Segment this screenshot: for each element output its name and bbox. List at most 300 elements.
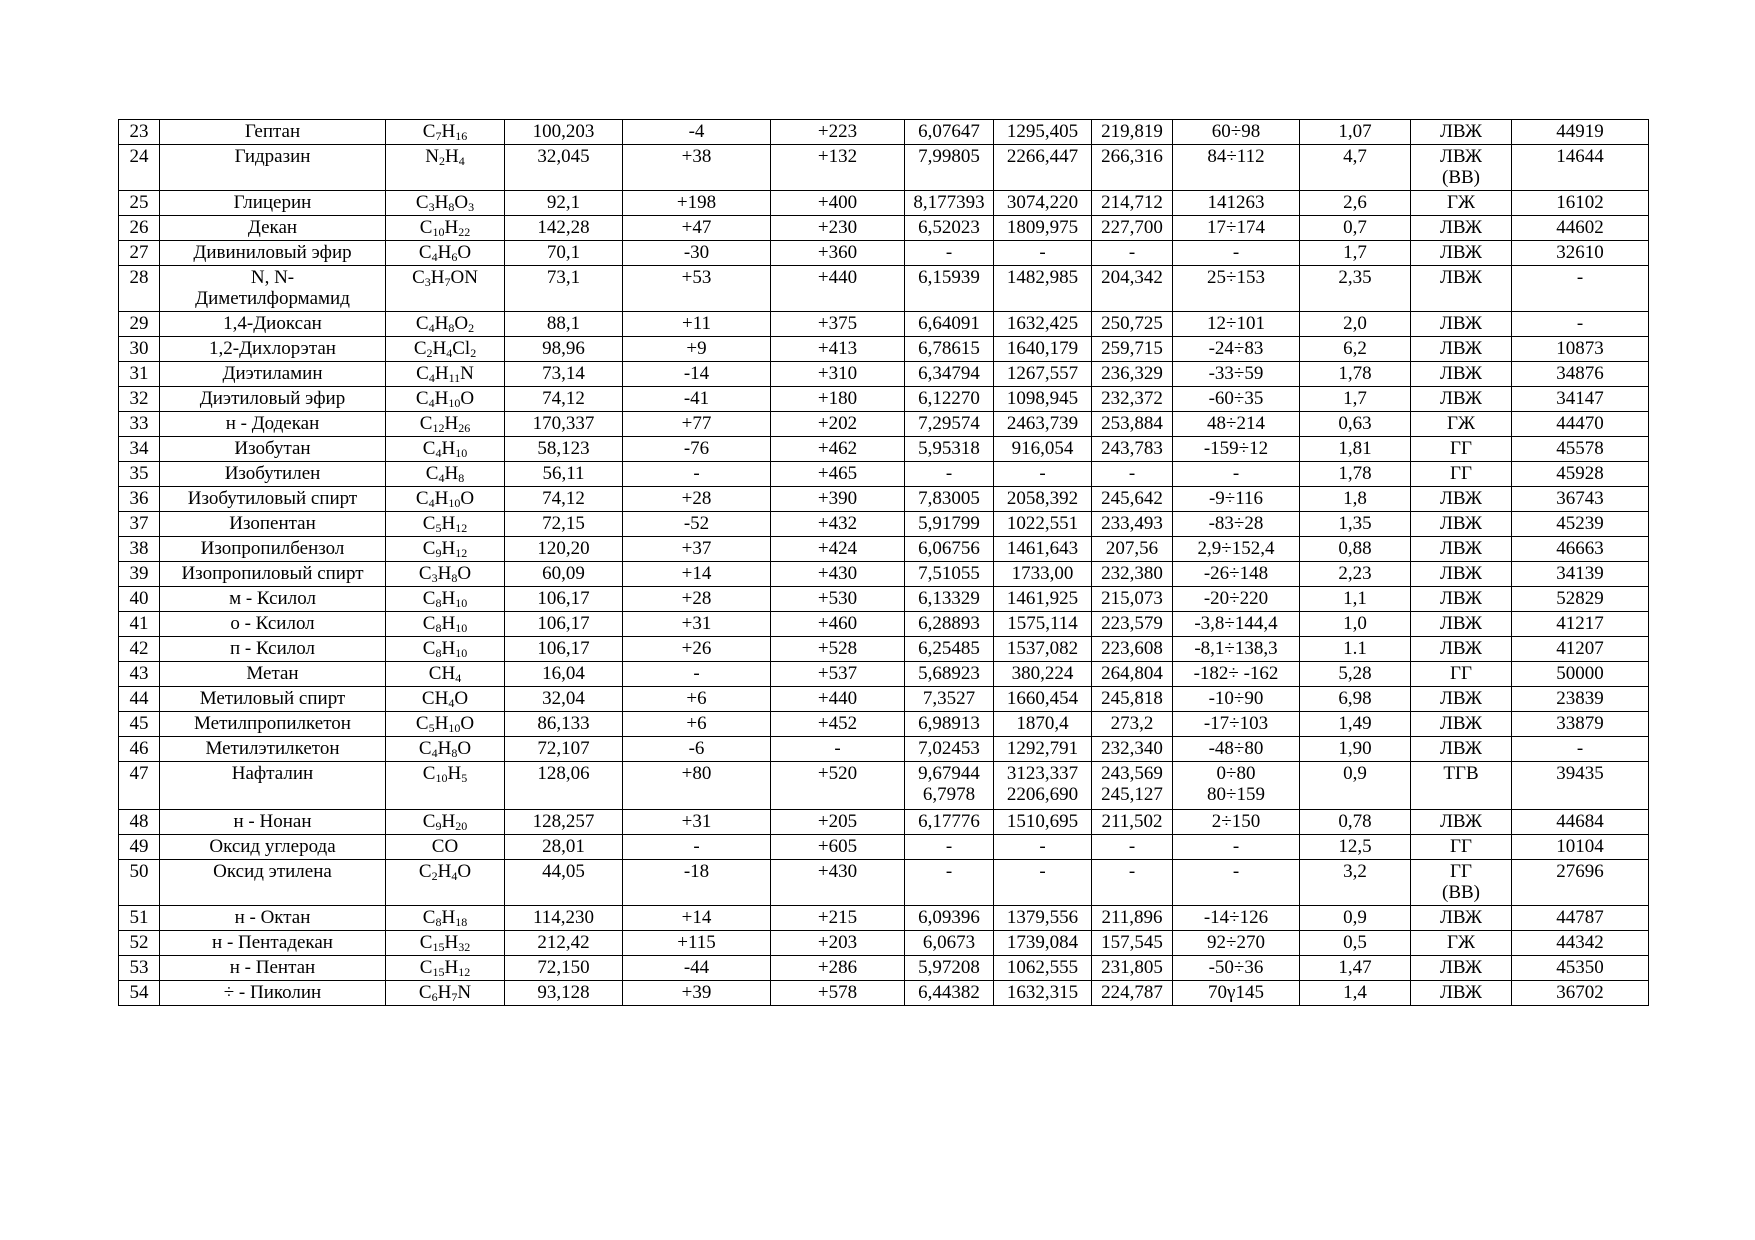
cell-text: 1,4-Диоксан — [223, 313, 322, 334]
cell-text: 2,6 — [1343, 192, 1367, 213]
flash-point-cell — [623, 637, 771, 662]
temperature-range-cell — [1173, 512, 1300, 537]
lower-limit-cell — [1300, 687, 1411, 712]
substance-name-cell — [160, 835, 386, 860]
formula-cell — [386, 612, 505, 637]
formula-subscript: 4 — [458, 154, 465, 168]
class-cell — [1411, 687, 1512, 712]
cell-text: 44 — [129, 688, 149, 709]
formula-symbol: C — [422, 907, 436, 928]
heat-value-cell — [1512, 637, 1649, 662]
cell-text: +14 — [681, 563, 712, 584]
temperature-range-cell — [1173, 860, 1300, 906]
formula-symbol: C — [422, 588, 436, 609]
cell-text: 157,545 — [1101, 932, 1163, 953]
flash-point-cell — [623, 216, 771, 241]
autoignition-temp-cell — [771, 512, 905, 537]
cell-text: Изобутан — [234, 438, 311, 459]
formula-symbol: C — [422, 121, 436, 142]
formula-subscript: 10 — [455, 446, 468, 460]
formula-subscript: 5 — [435, 521, 442, 535]
formula-symbol: H — [445, 146, 459, 167]
antoine-c-cell — [1092, 906, 1173, 931]
formula-subscript: 2 — [468, 321, 475, 335]
molar-mass-cell — [505, 612, 623, 637]
formula-subscript: 3 — [428, 200, 435, 214]
cell-text: ЛВЖ — [1439, 121, 1483, 142]
antoine-c-cell — [1092, 956, 1173, 981]
substance-name-cell — [160, 266, 386, 312]
cell-text: 232,372 — [1101, 388, 1163, 409]
formula-subscript: 9 — [435, 819, 442, 833]
antoine-b-cell — [994, 337, 1092, 362]
formula-cell — [386, 835, 505, 860]
cell-text: +132 — [817, 146, 858, 167]
formula-subscript: 8 — [435, 915, 442, 929]
cell-text: ЛВЖ — [1439, 363, 1483, 384]
row-number-cell — [119, 216, 160, 241]
formula-symbol: H — [441, 538, 456, 559]
cell-text: 24 — [129, 146, 149, 167]
cell-text: 25 — [129, 192, 149, 213]
cell-text: 223,608 — [1101, 638, 1163, 659]
temperature-range-cell — [1173, 337, 1300, 362]
cell-text: Метилпропилкетон — [194, 713, 351, 734]
table-row — [119, 362, 1649, 387]
cell-text: ЛВЖ — [1439, 146, 1483, 167]
formula-symbol: H — [441, 121, 456, 142]
cell-text: - — [1232, 861, 1240, 882]
cell-text: +528 — [817, 638, 858, 659]
row-number-cell — [119, 906, 160, 931]
formula-symbol: C — [422, 438, 436, 459]
substance-name-cell — [160, 487, 386, 512]
formula-symbol: H — [444, 932, 459, 953]
antoine-c-cell — [1092, 241, 1173, 266]
cell-text: -76 — [683, 438, 710, 459]
cell-text: +77 — [681, 413, 712, 434]
cell-text: - — [945, 836, 953, 857]
heat-value-cell — [1512, 906, 1649, 931]
cell-text: 7,02453 — [918, 738, 980, 759]
formula-symbol: O — [460, 488, 475, 509]
cell-text: -20÷220 — [1203, 588, 1269, 609]
class-cell — [1411, 241, 1512, 266]
cell-text: 0,88 — [1338, 538, 1372, 559]
formula-symbol: C — [415, 713, 429, 734]
cell-text: 72,150 — [537, 957, 590, 978]
cell-text: 1,7 — [1343, 242, 1367, 263]
cell-text: 380,224 — [1011, 663, 1074, 684]
substance-name-cell — [160, 120, 386, 145]
autoignition-temp-cell — [771, 587, 905, 612]
cell-text: Дивиниловый эфир — [193, 242, 352, 263]
cell-text: - — [945, 463, 953, 484]
cell-text: 27696 — [1556, 861, 1604, 882]
formula-cell — [386, 537, 505, 562]
cell-text: -44 — [683, 957, 710, 978]
antoine-c-cell — [1092, 462, 1173, 487]
autoignition-temp-cell — [771, 412, 905, 437]
molar-mass-cell — [505, 931, 623, 956]
formula-symbol: C — [419, 217, 433, 238]
cell-text: +215 — [817, 907, 858, 928]
cell-text: ЛВЖ — [1439, 313, 1483, 334]
formula-symbol: C — [422, 513, 436, 534]
formula-symbol: ON — [450, 267, 478, 288]
temperature-range-cell — [1173, 362, 1300, 387]
cell-text: 227,700 — [1101, 217, 1163, 238]
cell-text: 44602 — [1556, 217, 1604, 238]
cell-text: н - Пентан — [229, 957, 316, 978]
heat-value-cell — [1512, 860, 1649, 906]
flash-point-cell — [623, 412, 771, 437]
cell-text: +26 — [681, 638, 712, 659]
cell-text: 207,56 — [1105, 538, 1159, 559]
cell-text: 32 — [129, 388, 149, 409]
cell-text: м - Ксилол — [229, 588, 316, 609]
cell-text: 1,07 — [1338, 121, 1372, 142]
antoine-b-cell — [994, 587, 1092, 612]
cell-text: п - Ксилол — [229, 638, 315, 659]
cell-text: 51 — [129, 907, 149, 928]
molar-mass-cell — [505, 241, 623, 266]
cell-text: - — [945, 242, 953, 263]
heat-value-cell — [1512, 587, 1649, 612]
class-cell — [1411, 487, 1512, 512]
class-cell — [1411, 120, 1512, 145]
cell-text: 0÷80 — [1216, 763, 1256, 784]
formula-subscript: 7 — [435, 129, 442, 143]
table-row — [119, 191, 1649, 216]
cell-text: +180 — [817, 388, 858, 409]
cell-text: 7,99805 — [918, 146, 980, 167]
table-row — [119, 241, 1649, 266]
formula-symbol: O — [457, 861, 472, 882]
cell-text: +424 — [817, 538, 858, 559]
cell-text: 5,95318 — [918, 438, 980, 459]
formula-symbol: H — [434, 713, 449, 734]
formula-symbol: C — [418, 738, 432, 759]
cell-text: - — [693, 836, 700, 857]
cell-text: - — [1128, 836, 1136, 857]
antoine-b-cell — [994, 712, 1092, 737]
cell-text: +430 — [817, 563, 858, 584]
cell-text: Оксид этилена — [213, 861, 332, 882]
formula-symbol: H — [434, 488, 449, 509]
flash-point-cell — [623, 906, 771, 931]
cell-text: 32,04 — [542, 688, 585, 709]
cell-text: 44684 — [1556, 811, 1604, 832]
cell-text: 6,2 — [1343, 338, 1367, 359]
cell-text: 72,15 — [542, 513, 585, 534]
cell-text: 245,642 — [1101, 488, 1163, 509]
antoine-a-cell — [905, 412, 994, 437]
formula-symbol: H — [444, 217, 459, 238]
cell-text: 266,316 — [1101, 146, 1163, 167]
substance-name-cell — [160, 145, 386, 191]
formula-subscript: 2 — [470, 346, 477, 360]
formula-cell — [386, 462, 505, 487]
cell-text: 1062,555 — [1006, 957, 1079, 978]
cell-text: 1,8 — [1343, 488, 1367, 509]
substance-name-cell — [160, 662, 386, 687]
row-number-cell — [119, 956, 160, 981]
cell-text: 1,0 — [1343, 613, 1367, 634]
antoine-b-cell — [994, 612, 1092, 637]
formula-subscript: 10 — [455, 621, 468, 635]
antoine-c-cell — [1092, 762, 1173, 810]
row-number-cell — [119, 835, 160, 860]
cell-text: 45239 — [1556, 513, 1604, 534]
cell-text: 1632,425 — [1006, 313, 1079, 334]
table-row — [119, 462, 1649, 487]
formula-cell — [386, 981, 505, 1006]
antoine-a-cell — [905, 387, 994, 412]
formula-subscript: 12 — [455, 521, 468, 535]
substance-name-cell — [160, 191, 386, 216]
antoine-a-cell — [905, 810, 994, 835]
temperature-range-cell — [1173, 956, 1300, 981]
cell-text: 245,818 — [1101, 688, 1163, 709]
cell-text: +39 — [681, 982, 712, 1003]
cell-text: 6,44382 — [918, 982, 980, 1003]
temperature-range-cell — [1173, 587, 1300, 612]
table-row — [119, 835, 1649, 860]
cell-text: 273,2 — [1110, 713, 1154, 734]
heat-value-cell — [1512, 412, 1649, 437]
formula-symbol: O — [454, 192, 469, 213]
formula-subscript: 8 — [448, 321, 455, 335]
cell-text: 1809,975 — [1006, 217, 1079, 238]
formula-symbol: C — [422, 613, 436, 634]
cell-text: 32,045 — [537, 146, 590, 167]
temperature-range-cell — [1173, 145, 1300, 191]
cell-text: Диэтиламин — [222, 363, 323, 384]
antoine-a-cell — [905, 906, 994, 931]
antoine-b-cell — [994, 637, 1092, 662]
cell-text: 1,4 — [1343, 982, 1367, 1003]
antoine-a-cell — [905, 981, 994, 1006]
heat-value-cell — [1512, 562, 1649, 587]
cell-text: 6,98913 — [918, 713, 980, 734]
cell-text: 1,1 — [1343, 588, 1367, 609]
cell-text: 31 — [129, 363, 149, 384]
temperature-range-cell — [1173, 981, 1300, 1006]
formula-subscript: 16 — [455, 129, 468, 143]
cell-text: Оксид углерода — [209, 836, 336, 857]
heat-value-cell — [1512, 241, 1649, 266]
temperature-range-cell — [1173, 612, 1300, 637]
class-cell — [1411, 587, 1512, 612]
formula-symbol: H — [437, 242, 452, 263]
substance-name-cell — [160, 216, 386, 241]
formula-symbol: H — [437, 861, 452, 882]
table-row — [119, 337, 1649, 362]
temperature-range-cell — [1173, 835, 1300, 860]
cell-text: 33 — [129, 413, 149, 434]
antoine-c-cell — [1092, 387, 1173, 412]
lower-limit-cell — [1300, 362, 1411, 387]
antoine-b-cell — [994, 412, 1092, 437]
cell-text: 10873 — [1556, 338, 1604, 359]
heat-value-cell — [1512, 337, 1649, 362]
row-number-cell — [119, 662, 160, 687]
heat-value-cell — [1512, 266, 1649, 312]
class-cell — [1411, 387, 1512, 412]
autoignition-temp-cell — [771, 120, 905, 145]
formula-cell — [386, 241, 505, 266]
cell-text: ЛВЖ — [1439, 217, 1483, 238]
row-number-cell — [119, 687, 160, 712]
flash-point-cell — [623, 437, 771, 462]
temperature-range-cell — [1173, 216, 1300, 241]
substance-name-cell — [160, 956, 386, 981]
formula-cell — [386, 931, 505, 956]
temperature-range-cell — [1173, 462, 1300, 487]
row-number-cell — [119, 462, 160, 487]
cell-text: 45928 — [1556, 463, 1604, 484]
cell-text: - — [1232, 836, 1240, 857]
cell-text: ÷ - Пиколин — [223, 982, 322, 1003]
cell-text: 48 — [129, 811, 149, 832]
formula-symbol: H — [441, 613, 456, 634]
formula-symbol: C — [415, 388, 429, 409]
substance-name-cell — [160, 362, 386, 387]
formula-subscript: 12 — [432, 421, 445, 435]
cell-text: +28 — [681, 488, 712, 509]
cell-text: 92,1 — [546, 192, 581, 213]
formula-symbol: H — [434, 388, 449, 409]
antoine-c-cell — [1092, 835, 1173, 860]
substance-name-cell — [160, 562, 386, 587]
cell-text: 33879 — [1556, 713, 1604, 734]
autoignition-temp-cell — [771, 906, 905, 931]
molar-mass-cell — [505, 712, 623, 737]
cell-text: 6,7978 — [922, 784, 976, 805]
cell-text: ЛВЖ — [1439, 488, 1483, 509]
class-cell — [1411, 906, 1512, 931]
cell-text: Изопентан — [229, 513, 316, 534]
cell-text: 73,14 — [542, 363, 585, 384]
cell-text: ЛВЖ — [1439, 713, 1483, 734]
antoine-b-cell — [994, 981, 1092, 1006]
autoignition-temp-cell — [771, 687, 905, 712]
antoine-c-cell — [1092, 737, 1173, 762]
antoine-c-cell — [1092, 266, 1173, 312]
class-cell — [1411, 191, 1512, 216]
table-row — [119, 981, 1649, 1006]
cell-text: 45578 — [1556, 438, 1604, 459]
cell-text: +462 — [817, 438, 858, 459]
cell-text: +31 — [681, 613, 712, 634]
cell-text: +530 — [817, 588, 858, 609]
cell-text: 250,725 — [1101, 313, 1163, 334]
cell-text: 60÷98 — [1211, 121, 1261, 142]
antoine-c-cell — [1092, 562, 1173, 587]
antoine-b-cell — [994, 737, 1092, 762]
heat-value-cell — [1512, 362, 1649, 387]
cell-text: 44,05 — [542, 861, 585, 882]
formula-subscript: 2 — [431, 869, 438, 883]
formula-subscript: 10 — [435, 771, 448, 785]
formula-symbol: CH — [428, 663, 456, 684]
cell-text: 114,230 — [532, 907, 595, 928]
row-number-cell — [119, 712, 160, 737]
cell-text: 4,7 — [1343, 146, 1367, 167]
antoine-b-cell — [994, 437, 1092, 462]
cell-text: +537 — [817, 663, 858, 684]
temperature-range-cell — [1173, 412, 1300, 437]
formula-subscript: 10 — [432, 225, 445, 239]
antoine-a-cell — [905, 637, 994, 662]
flash-point-cell — [623, 241, 771, 266]
cell-text: ЛВЖ — [1439, 907, 1483, 928]
class-cell — [1411, 835, 1512, 860]
cell-text: 2058,392 — [1006, 488, 1079, 509]
cell-text: +14 — [681, 907, 712, 928]
formula-symbol: C — [422, 638, 436, 659]
cell-text: 6,78615 — [918, 338, 980, 359]
cell-text: 6,13329 — [918, 588, 980, 609]
cell-text: 233,493 — [1101, 513, 1163, 534]
substance-name-cell — [160, 462, 386, 487]
cell-text: 72,107 — [537, 738, 590, 759]
substance-name-cell — [160, 981, 386, 1006]
formula-symbol: H — [434, 192, 449, 213]
cell-text: 6,07647 — [918, 121, 980, 142]
antoine-c-cell — [1092, 216, 1173, 241]
cell-text: ЛВЖ — [1439, 811, 1483, 832]
antoine-b-cell — [994, 145, 1092, 191]
antoine-c-cell — [1092, 437, 1173, 462]
antoine-c-cell — [1092, 337, 1173, 362]
formula-symbol: C — [419, 413, 433, 434]
row-number-cell — [119, 981, 160, 1006]
class-cell — [1411, 931, 1512, 956]
formula-symbol: O — [457, 738, 472, 759]
formula-subscript: 4 — [446, 346, 453, 360]
table-row — [119, 437, 1649, 462]
formula-symbol: O — [460, 388, 475, 409]
formula-cell — [386, 312, 505, 337]
antoine-a-cell — [905, 216, 994, 241]
row-number-cell — [119, 120, 160, 145]
lower-limit-cell — [1300, 562, 1411, 587]
antoine-a-cell — [905, 362, 994, 387]
cell-text: 243,569 — [1101, 763, 1163, 784]
antoine-a-cell — [905, 537, 994, 562]
formula-subscript: 4 — [428, 321, 435, 335]
cell-text: +605 — [817, 836, 858, 857]
cell-text: 2266,447 — [1006, 146, 1079, 167]
row-number-cell — [119, 512, 160, 537]
row-number-cell — [119, 737, 160, 762]
temperature-range-cell — [1173, 487, 1300, 512]
substance-name-cell — [160, 737, 386, 762]
autoignition-temp-cell — [771, 931, 905, 956]
substance-name-cell — [160, 587, 386, 612]
formula-cell — [386, 810, 505, 835]
antoine-a-cell — [905, 462, 994, 487]
cell-text: 86,133 — [537, 713, 590, 734]
row-number-cell — [119, 145, 160, 191]
table-row — [119, 737, 1649, 762]
heat-value-cell — [1512, 835, 1649, 860]
cell-text: 211,896 — [1101, 907, 1163, 928]
flash-point-cell — [623, 662, 771, 687]
table-row — [119, 266, 1649, 312]
